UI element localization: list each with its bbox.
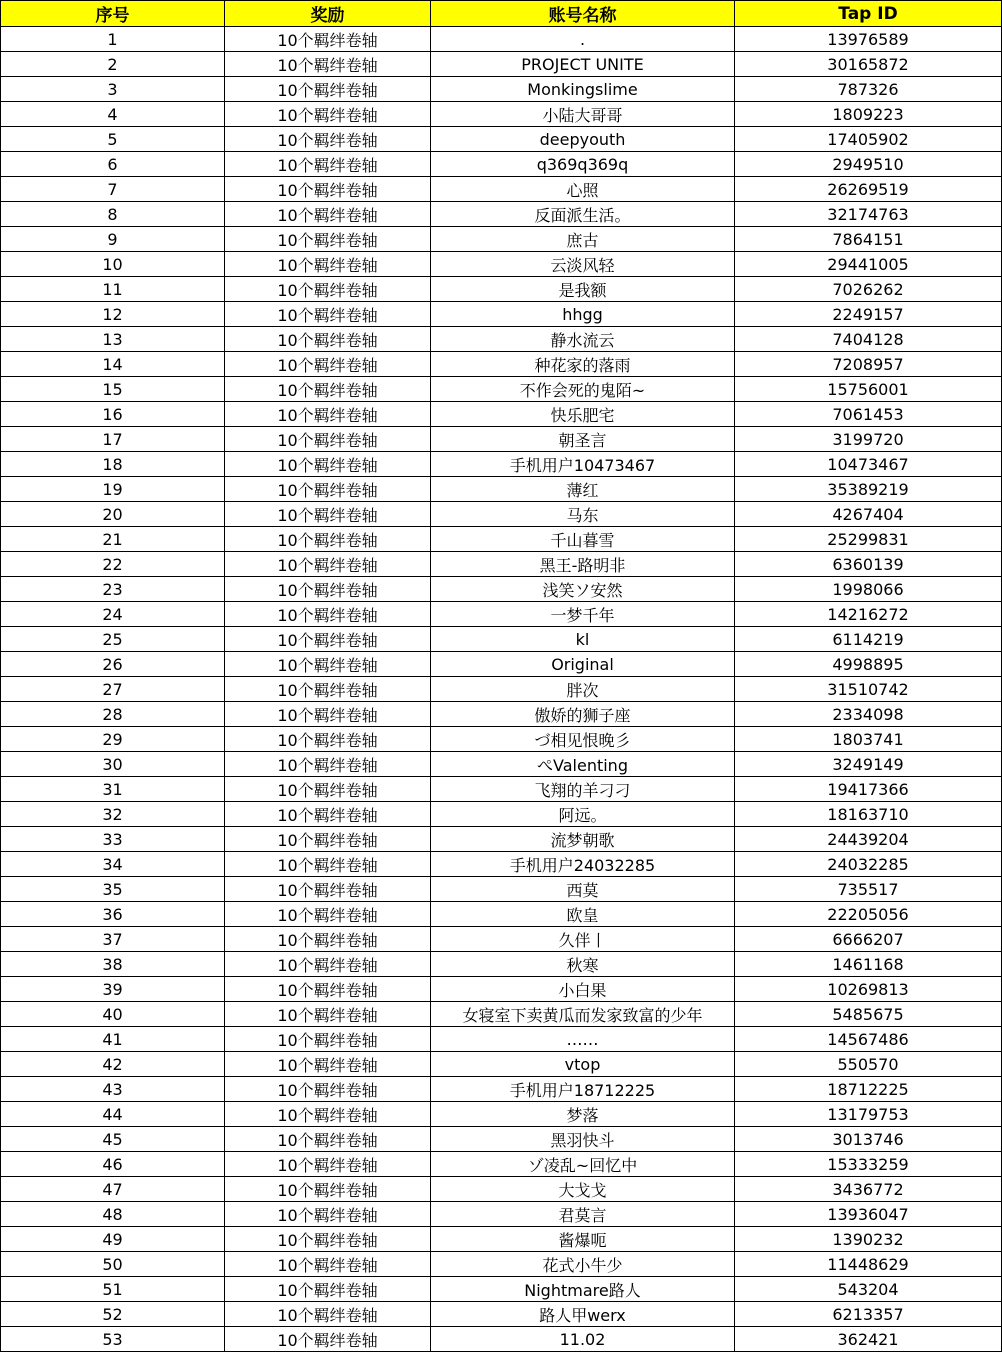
table-row (1, 27, 1002, 52)
cell-reward: 10个羁绊卷轴 (225, 227, 431, 252)
cell-account: 手机用户18712225 (431, 1077, 735, 1102)
table-row (1, 977, 1002, 1002)
cell-account: づ相见恨晚彡 (431, 727, 735, 752)
cell-no: 19 (1, 477, 225, 502)
table-row (1, 852, 1002, 877)
table-row (1, 802, 1002, 827)
cell-account: ぺValenting (431, 752, 735, 777)
cell-reward: 10个羁绊卷轴 (225, 577, 431, 602)
cell-reward: 10个羁绊卷轴 (225, 152, 431, 177)
table-row (1, 652, 1002, 677)
cell-tapid: 1809223 (735, 102, 1002, 127)
header-no: 序号 (1, 1, 225, 27)
table-row (1, 327, 1002, 352)
table-row (1, 752, 1002, 777)
cell-account: 薄红 (431, 477, 735, 502)
header-account: 账号名称 (431, 1, 735, 27)
cell-account: 11.02 (431, 1327, 735, 1352)
table-row (1, 1177, 1002, 1202)
cell-account: 久伴丨 (431, 927, 735, 952)
cell-tapid: 4998895 (735, 652, 1002, 677)
cell-tapid: 17405902 (735, 127, 1002, 152)
cell-account: 千山暮雪 (431, 527, 735, 552)
cell-reward: 10个羁绊卷轴 (225, 952, 431, 977)
cell-tapid: 6360139 (735, 552, 1002, 577)
cell-no: 27 (1, 677, 225, 702)
cell-tapid: 19417366 (735, 777, 1002, 802)
cell-tapid: 7061453 (735, 402, 1002, 427)
cell-account: 朝圣言 (431, 427, 735, 452)
cell-no: 36 (1, 902, 225, 927)
cell-reward: 10个羁绊卷轴 (225, 27, 431, 52)
cell-reward: 10个羁绊卷轴 (225, 902, 431, 927)
cell-reward: 10个羁绊卷轴 (225, 252, 431, 277)
cell-reward: 10个羁绊卷轴 (225, 652, 431, 677)
cell-tapid: 6114219 (735, 627, 1002, 652)
cell-tapid: 32174763 (735, 202, 1002, 227)
table-row (1, 202, 1002, 227)
cell-no: 39 (1, 977, 225, 1002)
cell-reward: 10个羁绊卷轴 (225, 1327, 431, 1352)
cell-tapid: 362421 (735, 1327, 1002, 1352)
cell-reward: 10个羁绊卷轴 (225, 852, 431, 877)
table-row (1, 452, 1002, 477)
cell-account: deepyouth (431, 127, 735, 152)
cell-reward: 10个羁绊卷轴 (225, 777, 431, 802)
cell-account: 小白果 (431, 977, 735, 1002)
cell-reward: 10个羁绊卷轴 (225, 1027, 431, 1052)
cell-tapid: 735517 (735, 877, 1002, 902)
header-reward: 奖励 (225, 1, 431, 27)
cell-reward: 10个羁绊卷轴 (225, 752, 431, 777)
cell-tapid: 14216272 (735, 602, 1002, 627)
cell-account: 流梦朝歌 (431, 827, 735, 852)
cell-account: 黑羽快斗 (431, 1127, 735, 1152)
cell-no: 35 (1, 877, 225, 902)
cell-account: 傲娇的狮子座 (431, 702, 735, 727)
cell-account: 胖次 (431, 677, 735, 702)
cell-no: 26 (1, 652, 225, 677)
cell-account: 心照 (431, 177, 735, 202)
cell-no: 47 (1, 1177, 225, 1202)
table-row (1, 1252, 1002, 1277)
cell-tapid: 1803741 (735, 727, 1002, 752)
table-row (1, 1302, 1002, 1327)
cell-no: 7 (1, 177, 225, 202)
cell-account: q369q369q (431, 152, 735, 177)
table-row (1, 552, 1002, 577)
table-row (1, 1102, 1002, 1127)
cell-no: 40 (1, 1002, 225, 1027)
cell-account: 欧皇 (431, 902, 735, 927)
cell-no: 8 (1, 202, 225, 227)
cell-no: 43 (1, 1077, 225, 1102)
cell-no: 49 (1, 1227, 225, 1252)
cell-tapid: 18712225 (735, 1077, 1002, 1102)
cell-reward: 10个羁绊卷轴 (225, 477, 431, 502)
cell-tapid: 30165872 (735, 52, 1002, 77)
cell-no: 31 (1, 777, 225, 802)
table-row (1, 952, 1002, 977)
cell-account: 快乐肥宅 (431, 402, 735, 427)
table-row (1, 302, 1002, 327)
cell-tapid: 1998066 (735, 577, 1002, 602)
cell-reward: 10个羁绊卷轴 (225, 302, 431, 327)
cell-account: 一梦千年 (431, 602, 735, 627)
cell-no: 10 (1, 252, 225, 277)
table-row (1, 777, 1002, 802)
cell-reward: 10个羁绊卷轴 (225, 552, 431, 577)
table-row (1, 1027, 1002, 1052)
cell-account: 路人甲werx (431, 1302, 735, 1327)
cell-no: 41 (1, 1027, 225, 1052)
cell-no: 4 (1, 102, 225, 127)
cell-tapid: 11448629 (735, 1252, 1002, 1277)
cell-account: 花式小牛少 (431, 1252, 735, 1277)
cell-tapid: 14567486 (735, 1027, 1002, 1052)
cell-account: kl (431, 627, 735, 652)
cell-no: 48 (1, 1202, 225, 1227)
header-row (1, 1, 1002, 27)
table-row (1, 702, 1002, 727)
table-row (1, 577, 1002, 602)
cell-reward: 10个羁绊卷轴 (225, 1302, 431, 1327)
table-row (1, 927, 1002, 952)
cell-reward: 10个羁绊卷轴 (225, 802, 431, 827)
cell-account: 君莫言 (431, 1202, 735, 1227)
table-row (1, 677, 1002, 702)
cell-no: 1 (1, 27, 225, 52)
cell-tapid: 25299831 (735, 527, 1002, 552)
cell-no: 5 (1, 127, 225, 152)
table-row (1, 227, 1002, 252)
table-row (1, 377, 1002, 402)
cell-no: 28 (1, 702, 225, 727)
cell-tapid: 2949510 (735, 152, 1002, 177)
cell-account: 小陆大哥哥 (431, 102, 735, 127)
cell-no: 53 (1, 1327, 225, 1352)
cell-tapid: 31510742 (735, 677, 1002, 702)
table-row (1, 1227, 1002, 1252)
cell-account: 酱爆呃 (431, 1227, 735, 1252)
cell-tapid: 29441005 (735, 252, 1002, 277)
cell-tapid: 6213357 (735, 1302, 1002, 1327)
cell-tapid: 7026262 (735, 277, 1002, 302)
cell-account: Nightmare路人 (431, 1277, 735, 1302)
cell-reward: 10个羁绊卷轴 (225, 1077, 431, 1102)
cell-account: 女寝室下卖黄瓜而发家致富的少年 (431, 1002, 735, 1027)
cell-no: 18 (1, 452, 225, 477)
table-row (1, 102, 1002, 127)
cell-reward: 10个羁绊卷轴 (225, 927, 431, 952)
table-row (1, 627, 1002, 652)
table-row (1, 427, 1002, 452)
cell-no: 22 (1, 552, 225, 577)
cell-account: ゾ凌乱~回忆中 (431, 1152, 735, 1177)
cell-no: 17 (1, 427, 225, 452)
table-row (1, 827, 1002, 852)
cell-reward: 10个羁绊卷轴 (225, 77, 431, 102)
cell-no: 2 (1, 52, 225, 77)
cell-tapid: 13936047 (735, 1202, 1002, 1227)
cell-reward: 10个羁绊卷轴 (225, 427, 431, 452)
cell-no: 16 (1, 402, 225, 427)
cell-reward: 10个羁绊卷轴 (225, 352, 431, 377)
cell-no: 14 (1, 352, 225, 377)
table-row (1, 527, 1002, 552)
cell-account: 飞翔的羊刁刁 (431, 777, 735, 802)
cell-no: 9 (1, 227, 225, 252)
cell-no: 21 (1, 527, 225, 552)
cell-reward: 10个羁绊卷轴 (225, 1127, 431, 1152)
cell-account: 手机用户10473467 (431, 452, 735, 477)
cell-reward: 10个羁绊卷轴 (225, 827, 431, 852)
cell-account: vtop (431, 1052, 735, 1077)
cell-reward: 10个羁绊卷轴 (225, 677, 431, 702)
cell-no: 33 (1, 827, 225, 852)
cell-reward: 10个羁绊卷轴 (225, 1102, 431, 1127)
cell-no: 45 (1, 1127, 225, 1152)
cell-account: 大戈戈 (431, 1177, 735, 1202)
cell-no: 51 (1, 1277, 225, 1302)
cell-tapid: 7208957 (735, 352, 1002, 377)
cell-no: 46 (1, 1152, 225, 1177)
cell-tapid: 24439204 (735, 827, 1002, 852)
cell-reward: 10个羁绊卷轴 (225, 452, 431, 477)
table-row (1, 352, 1002, 377)
table-row (1, 1127, 1002, 1152)
table-row (1, 402, 1002, 427)
cell-tapid: 7864151 (735, 227, 1002, 252)
table-row (1, 52, 1002, 77)
table-row (1, 77, 1002, 102)
cell-reward: 10个羁绊卷轴 (225, 877, 431, 902)
table-row (1, 1327, 1002, 1352)
cell-account: hhgg (431, 302, 735, 327)
table-row (1, 877, 1002, 902)
table-body (1, 27, 1002, 1352)
table-row (1, 252, 1002, 277)
cell-tapid: 3199720 (735, 427, 1002, 452)
cell-no: 11 (1, 277, 225, 302)
cell-no: 32 (1, 802, 225, 827)
cell-tapid: 543204 (735, 1277, 1002, 1302)
cell-no: 37 (1, 927, 225, 952)
table-row (1, 477, 1002, 502)
cell-tapid: 15756001 (735, 377, 1002, 402)
cell-reward: 10个羁绊卷轴 (225, 377, 431, 402)
cell-reward: 10个羁绊卷轴 (225, 202, 431, 227)
cell-account: 云淡风轻 (431, 252, 735, 277)
cell-no: 20 (1, 502, 225, 527)
cell-account: 手机用户24032285 (431, 852, 735, 877)
table-row (1, 152, 1002, 177)
cell-account: 是我额 (431, 277, 735, 302)
table-row (1, 277, 1002, 302)
cell-no: 38 (1, 952, 225, 977)
cell-reward: 10个羁绊卷轴 (225, 1002, 431, 1027)
table-row (1, 1077, 1002, 1102)
cell-no: 34 (1, 852, 225, 877)
table-row (1, 1052, 1002, 1077)
cell-account: 西莫 (431, 877, 735, 902)
table-row (1, 177, 1002, 202)
cell-no: 23 (1, 577, 225, 602)
cell-no: 25 (1, 627, 225, 652)
cell-reward: 10个羁绊卷轴 (225, 52, 431, 77)
cell-reward: 10个羁绊卷轴 (225, 327, 431, 352)
table-row (1, 727, 1002, 752)
table-row (1, 1152, 1002, 1177)
cell-reward: 10个羁绊卷轴 (225, 1052, 431, 1077)
cell-account: 秋寒 (431, 952, 735, 977)
cell-account: 黑王-路明非 (431, 552, 735, 577)
cell-tapid: 4267404 (735, 502, 1002, 527)
cell-tapid: 13179753 (735, 1102, 1002, 1127)
cell-no: 29 (1, 727, 225, 752)
cell-reward: 10个羁绊卷轴 (225, 1152, 431, 1177)
cell-tapid: 2334098 (735, 702, 1002, 727)
cell-account: PROJECT UNITE (431, 52, 735, 77)
cell-account: 不作会死的鬼陌~ (431, 377, 735, 402)
cell-no: 15 (1, 377, 225, 402)
cell-account: …… (431, 1027, 735, 1052)
cell-account: 马东 (431, 502, 735, 527)
cell-account: 种花家的落雨 (431, 352, 735, 377)
cell-tapid: 15333259 (735, 1152, 1002, 1177)
cell-tapid: 10473467 (735, 452, 1002, 477)
cell-reward: 10个羁绊卷轴 (225, 627, 431, 652)
cell-tapid: 5485675 (735, 1002, 1002, 1027)
cell-tapid: 787326 (735, 77, 1002, 102)
cell-reward: 10个羁绊卷轴 (225, 102, 431, 127)
table-row (1, 127, 1002, 152)
cell-tapid: 1461168 (735, 952, 1002, 977)
cell-no: 42 (1, 1052, 225, 1077)
cell-no: 44 (1, 1102, 225, 1127)
cell-reward: 10个羁绊卷轴 (225, 502, 431, 527)
cell-reward: 10个羁绊卷轴 (225, 702, 431, 727)
cell-reward: 10个羁绊卷轴 (225, 527, 431, 552)
cell-reward: 10个羁绊卷轴 (225, 1227, 431, 1252)
cell-no: 50 (1, 1252, 225, 1277)
cell-tapid: 18163710 (735, 802, 1002, 827)
cell-account: 浅笑ソ安然 (431, 577, 735, 602)
cell-tapid: 550570 (735, 1052, 1002, 1077)
cell-tapid: 10269813 (735, 977, 1002, 1002)
cell-no: 24 (1, 602, 225, 627)
table-row (1, 902, 1002, 927)
cell-reward: 10个羁绊卷轴 (225, 1202, 431, 1227)
cell-tapid: 3013746 (735, 1127, 1002, 1152)
cell-tapid: 3436772 (735, 1177, 1002, 1202)
cell-tapid: 3249149 (735, 752, 1002, 777)
cell-tapid: 24032285 (735, 852, 1002, 877)
cell-tapid: 7404128 (735, 327, 1002, 352)
cell-account: Original (431, 652, 735, 677)
header-tapid: Tap ID (735, 1, 1002, 27)
cell-reward: 10个羁绊卷轴 (225, 977, 431, 1002)
table-row (1, 1202, 1002, 1227)
cell-reward: 10个羁绊卷轴 (225, 602, 431, 627)
cell-no: 6 (1, 152, 225, 177)
table-row (1, 602, 1002, 627)
cell-account: 反面派生活。 (431, 202, 735, 227)
cell-tapid: 26269519 (735, 177, 1002, 202)
cell-no: 13 (1, 327, 225, 352)
cell-no: 12 (1, 302, 225, 327)
cell-tapid: 2249157 (735, 302, 1002, 327)
cell-reward: 10个羁绊卷轴 (225, 727, 431, 752)
cell-account: . (431, 27, 735, 52)
table-row (1, 502, 1002, 527)
table-row (1, 1277, 1002, 1302)
cell-reward: 10个羁绊卷轴 (225, 1277, 431, 1302)
cell-account: 阿远。 (431, 802, 735, 827)
cell-reward: 10个羁绊卷轴 (225, 277, 431, 302)
cell-reward: 10个羁绊卷轴 (225, 1252, 431, 1277)
cell-account: 静水流云 (431, 327, 735, 352)
cell-tapid: 22205056 (735, 902, 1002, 927)
cell-tapid: 35389219 (735, 477, 1002, 502)
cell-reward: 10个羁绊卷轴 (225, 177, 431, 202)
cell-reward: 10个羁绊卷轴 (225, 1177, 431, 1202)
cell-tapid: 1390232 (735, 1227, 1002, 1252)
cell-account: 庶古 (431, 227, 735, 252)
table-row (1, 1002, 1002, 1027)
cell-no: 52 (1, 1302, 225, 1327)
cell-tapid: 6666207 (735, 927, 1002, 952)
cell-reward: 10个羁绊卷轴 (225, 127, 431, 152)
cell-no: 30 (1, 752, 225, 777)
cell-tapid: 13976589 (735, 27, 1002, 52)
cell-account: 梦落 (431, 1102, 735, 1127)
cell-no: 3 (1, 77, 225, 102)
cell-reward: 10个羁绊卷轴 (225, 402, 431, 427)
cell-account: Monkingslime (431, 77, 735, 102)
